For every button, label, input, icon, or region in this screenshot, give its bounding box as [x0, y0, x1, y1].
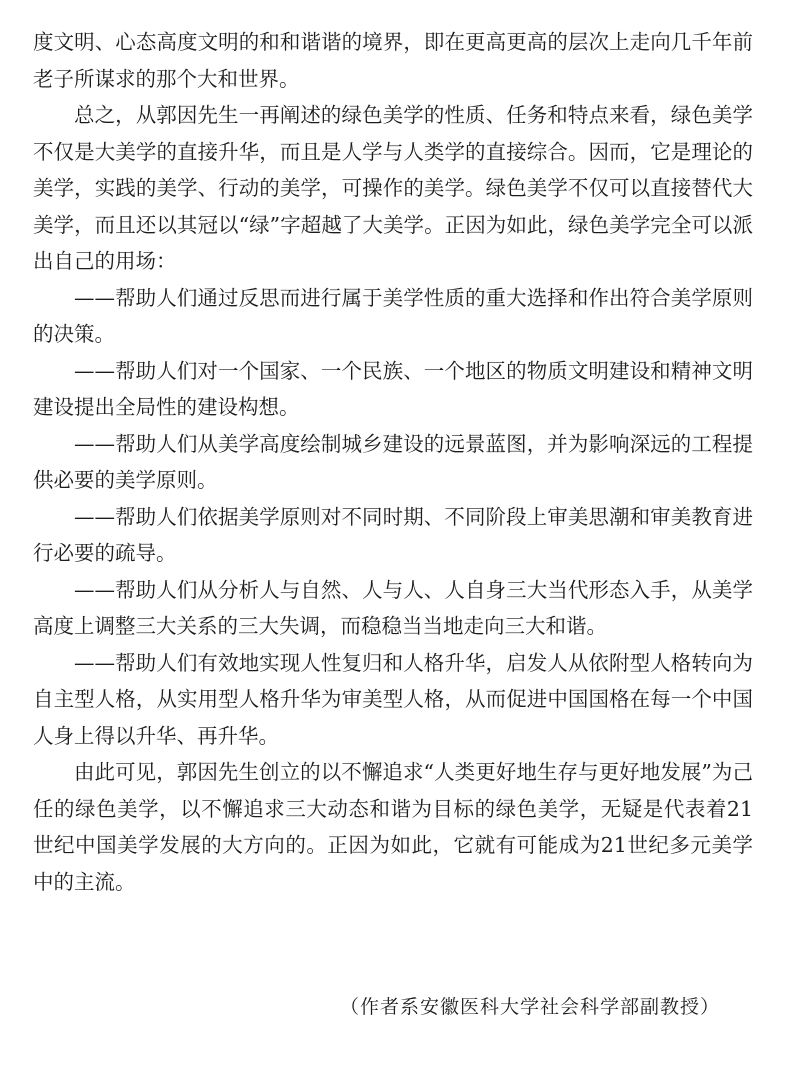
list-item-three-harmonies: ——帮助人们从分析人与自然、人与人、人自身三大当代形态入手，从美学高度上调整三大关系的三大失调，而稳稳当当地走向三大和谐。 [33, 577, 753, 638]
list-item-aesthetic-guidance: ——帮助人们依据美学原则对不同时期、不同阶段上审美思潮和审美教育进行必要的疏导。 [33, 504, 753, 565]
author-note: （作者系安徽医科大学社会科学部副教授） [339, 996, 720, 1018]
list-item-construction-concept: ——帮助人们对一个国家、一个民族、一个地区的物质文明建设和精神文明建设提出全局性的建设构想。 [33, 358, 753, 419]
paragraph-summary: 总之，从郭因先生一再阐述的绿色美学的性质、任务和特点来看，绿色美学不仅是大美学的直接升华，而且是人学与人类学的直接综合。因而，它是理论的美学，实践的美学、行动的美学，可操作的美学。绿色美学不仅可以直接替代大美学，而且还以其冠以“绿”字超越了大美学。正因为如此，绿色美学完全可以派出自己的用场： [33, 103, 753, 273]
paragraph-continuation: 度文明、心态高度文明的和和谐谐的境界，即在更高更高的层次上走向几千年前老子所谋求的那个大和世界。 [33, 30, 753, 91]
article-body [33, 24, 753, 900]
list-item-decision: ——帮助人们通过反思而进行属于美学性质的重大选择和作出符合美学原则的决策。 [33, 285, 753, 346]
list-item-urban-blueprint: ——帮助人们从美学高度绘制城乡建设的远景蓝图，并为影响深远的工程提供必要的美学原则。 [33, 431, 753, 492]
paragraph-conclusion: 由此可见，郭因先生创立的以不懈追求“人类更好地生存与更好地发展”为己任的绿色美学，以不懈追求三大动态和谐为目标的绿色美学，无疑是代表着21世纪中国美学发展的大方向的。正因为如此，它就有可能成为21世纪多元美学中的主流。 [33, 760, 753, 894]
list-item-personality: ——帮助人们有效地实现人性复归和人格升华，启发人从依附型人格转向为自主型人格，从实用型人格升华为审美型人格，从而促进中国国格在每一个中国人身上得以升华、再升华。 [33, 650, 753, 748]
